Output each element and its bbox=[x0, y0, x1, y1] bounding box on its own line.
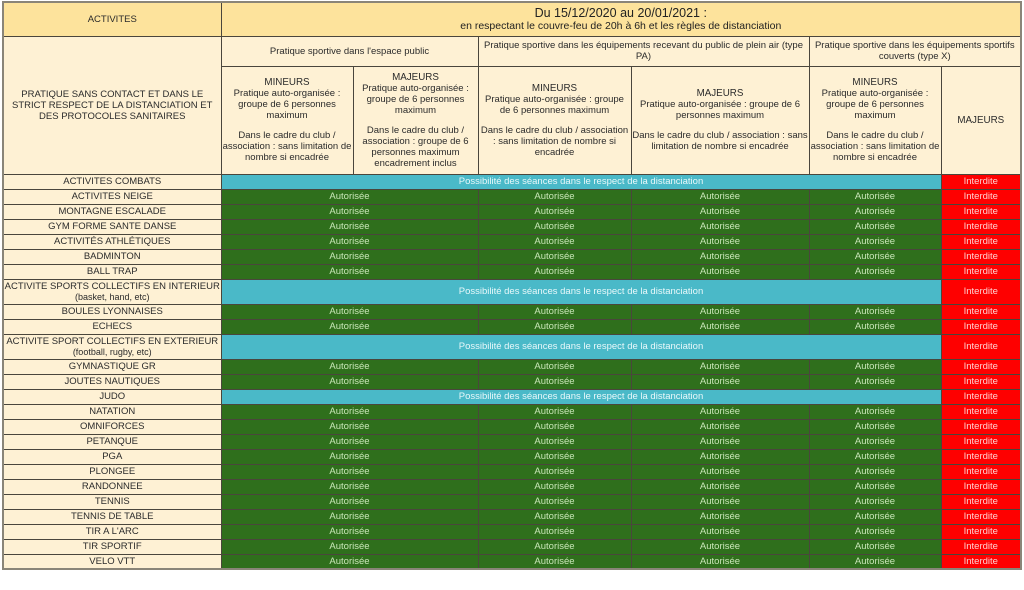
status-authorized-cell: Autorisée bbox=[631, 219, 809, 234]
subcolumn-line-club: Dans le cadre du club / association : sans limitation de nombre si encadrée bbox=[810, 130, 940, 163]
status-authorized-cell: Autorisée bbox=[221, 404, 478, 419]
status-forbidden-cell: Interdite bbox=[941, 334, 1021, 359]
subcolumn-header-mineurs bbox=[809, 66, 941, 174]
activity-name-cell bbox=[3, 524, 221, 539]
activity-name: VELO VTT bbox=[89, 555, 136, 567]
status-forbidden-cell: Interdite bbox=[941, 539, 1021, 554]
activity-name: BADMINTON bbox=[83, 251, 141, 262]
subcolumn-line-club: Dans le cadre du club / association : groupe de 6 personnes maximum encadrement inclus bbox=[362, 124, 469, 169]
status-distancing-cell: Possibilité des séances dans le respect de la distanciation bbox=[221, 334, 941, 359]
status-authorized-cell: Autorisée bbox=[809, 464, 941, 479]
status-authorized-cell: Autorisée bbox=[631, 479, 809, 494]
status-authorized-cell: Autorisée bbox=[809, 204, 941, 219]
activity-name: ACTIVITE SPORT COLLECTIFS EN EXTERIEUR bbox=[6, 335, 219, 347]
status-authorized-cell: Autorisée bbox=[631, 374, 809, 389]
subcolumn-header-mineurs bbox=[221, 66, 353, 174]
subcolumn-line-club: Dans le cadre du club / association : sans limitation de nombre si encadrée bbox=[222, 130, 352, 163]
status-authorized-cell: Autorisée bbox=[478, 464, 631, 479]
status-authorized-cell: Autorisée bbox=[221, 524, 478, 539]
status-forbidden-cell: Interdite bbox=[941, 464, 1021, 479]
activity-name: BALL TRAP bbox=[86, 266, 138, 277]
status-forbidden-cell: Interdite bbox=[941, 249, 1021, 264]
status-authorized-cell: Autorisée bbox=[221, 359, 478, 374]
activity-name-cell bbox=[3, 509, 221, 524]
activity-name-cell bbox=[3, 464, 221, 479]
status-authorized-cell: Autorisée bbox=[809, 419, 941, 434]
activity-name-cell bbox=[3, 539, 221, 554]
activity-name: ECHECS bbox=[92, 321, 133, 332]
activity-name: PETANQUE bbox=[86, 436, 139, 447]
status-authorized-cell: Autorisée bbox=[809, 524, 941, 539]
status-forbidden-cell: Interdite bbox=[941, 374, 1021, 389]
subcolumn-title: MINEURS bbox=[852, 77, 898, 88]
activity-row bbox=[3, 419, 1021, 434]
activity-name: MONTAGNE ESCALADE bbox=[58, 206, 166, 217]
status-authorized-cell: Autorisée bbox=[809, 374, 941, 389]
status-authorized-cell: Autorisée bbox=[631, 449, 809, 464]
status-authorized-cell: Autorisée bbox=[809, 359, 941, 374]
status-authorized-cell: Autorisée bbox=[809, 494, 941, 509]
status-authorized-cell: Autorisée bbox=[478, 524, 631, 539]
subcolumn-line-club: Dans le cadre du club / association : sans limitation de nombre si encadrée bbox=[480, 124, 629, 158]
group-header-outdoor-facilities bbox=[478, 36, 809, 66]
left-statement bbox=[3, 36, 221, 174]
activity-name-cell bbox=[3, 404, 221, 419]
status-authorized-cell: Autorisée bbox=[631, 494, 809, 509]
status-authorized-cell: Autorisée bbox=[478, 449, 631, 464]
status-forbidden-cell: Interdite bbox=[941, 554, 1021, 569]
status-authorized-cell: Autorisée bbox=[631, 204, 809, 219]
activity-row bbox=[3, 279, 1021, 304]
activites-header-label: ACTIVITES bbox=[87, 13, 137, 25]
status-distancing-cell: Possibilité des séances dans le respect de la distanciation bbox=[221, 389, 941, 404]
activity-name: ACTIVITES NEIGE bbox=[71, 191, 153, 202]
status-authorized-cell: Autorisée bbox=[809, 219, 941, 234]
status-authorized-cell: Autorisée bbox=[221, 479, 478, 494]
status-authorized-cell: Autorisée bbox=[631, 419, 809, 434]
status-authorized-cell: Autorisée bbox=[478, 404, 631, 419]
status-authorized-cell: Autorisée bbox=[221, 264, 478, 279]
status-authorized-cell: Autorisée bbox=[478, 374, 631, 389]
activity-name: TIR A L'ARC bbox=[85, 526, 139, 537]
activity-row bbox=[3, 494, 1021, 509]
status-authorized-cell: Autorisée bbox=[221, 234, 478, 249]
status-forbidden-cell: Interdite bbox=[941, 219, 1021, 234]
status-authorized-cell: Autorisée bbox=[221, 204, 478, 219]
status-forbidden-cell: Interdite bbox=[941, 234, 1021, 249]
status-authorized-cell: Autorisée bbox=[631, 404, 809, 419]
activity-row bbox=[3, 189, 1021, 204]
status-authorized-cell: Autorisée bbox=[631, 434, 809, 449]
status-authorized-cell: Autorisée bbox=[478, 304, 631, 319]
status-authorized-cell: Autorisée bbox=[631, 509, 809, 524]
activity-name-cell bbox=[3, 359, 221, 374]
activity-name: ACTIVITES COMBATS bbox=[63, 176, 162, 187]
status-authorized-cell: Autorisée bbox=[478, 434, 631, 449]
subcolumn-line-auto-organised: Pratique auto-organisée : groupe de 6 personnes maximum bbox=[485, 93, 624, 116]
period-title: Du 15/12/2020 au 20/01/2021 : bbox=[534, 5, 707, 20]
activity-name: GYM FORME SANTE DANSE bbox=[48, 221, 177, 232]
left-statement-text: PRATIQUE SANS CONTACT ET DANS LE STRICT RESPECT DE LA DISTANCIATION ET DES PROTOCOLES SANITAIRES bbox=[12, 88, 213, 122]
subcolumn-line-auto-organised: Pratique auto-organisée : groupe de 6 personnes maximum bbox=[362, 82, 469, 116]
status-authorized-cell: Autorisée bbox=[809, 434, 941, 449]
activity-name: JUDO bbox=[99, 391, 126, 402]
subcolumn-title: MAJEURS bbox=[696, 88, 744, 99]
status-authorized-cell: Autorisée bbox=[478, 264, 631, 279]
subcolumn-title: MAJEURS bbox=[957, 114, 1005, 126]
status-authorized-cell: Autorisée bbox=[478, 359, 631, 374]
activity-row bbox=[3, 539, 1021, 554]
status-forbidden-cell: Interdite bbox=[941, 524, 1021, 539]
activity-name-cell bbox=[3, 494, 221, 509]
status-authorized-cell: Autorisée bbox=[478, 204, 631, 219]
activites-header bbox=[3, 2, 221, 36]
activity-row bbox=[3, 509, 1021, 524]
status-forbidden-cell: Interdite bbox=[941, 449, 1021, 464]
group-header-label: Pratique sportive dans les équipements sportifs couverts (type X) bbox=[814, 40, 1015, 62]
status-authorized-cell: Autorisée bbox=[478, 479, 631, 494]
activity-name-cell bbox=[3, 334, 221, 359]
period-subtitle: en respectant le couvre-feu de 20h à 6h et les règles de distanciation bbox=[460, 19, 782, 32]
status-authorized-cell: Autorisée bbox=[221, 304, 478, 319]
status-authorized-cell: Autorisée bbox=[221, 419, 478, 434]
activity-name-cell bbox=[3, 304, 221, 319]
status-authorized-cell: Autorisée bbox=[221, 449, 478, 464]
activity-name-cell bbox=[3, 389, 221, 404]
status-authorized-cell: Autorisée bbox=[221, 509, 478, 524]
activity-name: PGA bbox=[102, 451, 123, 462]
activity-name-cell bbox=[3, 554, 221, 569]
status-authorized-cell: Autorisée bbox=[809, 264, 941, 279]
subcolumn-line-club: Dans le cadre du club / association : sans limitation de nombre si encadrée bbox=[632, 130, 808, 152]
activity-name-cell bbox=[3, 479, 221, 494]
activity-examples: (basket, hand, etc) bbox=[74, 291, 150, 302]
status-authorized-cell: Autorisée bbox=[809, 234, 941, 249]
status-authorized-cell: Autorisée bbox=[221, 249, 478, 264]
status-authorized-cell: Autorisée bbox=[478, 189, 631, 204]
activity-row bbox=[3, 174, 1021, 189]
activity-name: TIR SPORTIF bbox=[82, 541, 142, 552]
activity-name-cell bbox=[3, 249, 221, 264]
status-authorized-cell: Autorisée bbox=[221, 554, 478, 569]
activities-table bbox=[2, 1, 1022, 570]
status-authorized-cell: Autorisée bbox=[631, 249, 809, 264]
status-authorized-cell: Autorisée bbox=[478, 494, 631, 509]
activity-name-cell bbox=[3, 174, 221, 189]
group-header-indoor-facilities bbox=[809, 36, 1021, 66]
activity-name-cell bbox=[3, 449, 221, 464]
subcolumn-title: MINEURS bbox=[264, 77, 310, 88]
activity-row bbox=[3, 219, 1021, 234]
subcolumn-line-auto-organised: Pratique auto-organisée : groupe de 6 personnes maximum bbox=[233, 88, 341, 121]
status-forbidden-cell: Interdite bbox=[941, 479, 1021, 494]
status-forbidden-cell: Interdite bbox=[941, 509, 1021, 524]
activity-name: ACTIVITE SPORTS COLLECTIFS EN INTERIEUR bbox=[4, 280, 220, 292]
activity-name: TENNIS DE TABLE bbox=[70, 511, 154, 522]
group-header-label: Pratique sportive dans les équipements recevant du public de plein air (type PA) bbox=[484, 40, 803, 62]
activity-name: GYMNASTIQUE GR bbox=[68, 361, 156, 372]
status-forbidden-cell: Interdite bbox=[941, 264, 1021, 279]
status-forbidden-cell: Interdite bbox=[941, 359, 1021, 374]
activity-name: JOUTES NAUTIQUES bbox=[64, 376, 161, 387]
activity-row bbox=[3, 374, 1021, 389]
activity-examples: (football, rugby, etc) bbox=[72, 346, 152, 357]
activity-name: TENNIS bbox=[94, 496, 130, 507]
activity-name-cell bbox=[3, 279, 221, 304]
activity-name: RANDONNEE bbox=[81, 481, 143, 492]
status-authorized-cell: Autorisée bbox=[631, 264, 809, 279]
status-authorized-cell: Autorisée bbox=[809, 554, 941, 569]
activity-name-cell bbox=[3, 419, 221, 434]
activity-row bbox=[3, 304, 1021, 319]
subcolumn-line-auto-organised: Pratique auto-organisée : groupe de 6 personnes maximum bbox=[821, 88, 929, 121]
activity-row bbox=[3, 359, 1021, 374]
status-forbidden-cell: Interdite bbox=[941, 494, 1021, 509]
status-authorized-cell: Autorisée bbox=[631, 539, 809, 554]
activity-name: NATATION bbox=[89, 406, 136, 417]
status-forbidden-cell: Interdite bbox=[941, 304, 1021, 319]
activity-row bbox=[3, 449, 1021, 464]
activity-name: ACTIVITÉS ATHLÉTIQUES bbox=[54, 236, 171, 247]
status-authorized-cell: Autorisée bbox=[631, 554, 809, 569]
activity-row bbox=[3, 204, 1021, 219]
status-forbidden-cell: Interdite bbox=[941, 279, 1021, 304]
activity-row bbox=[3, 434, 1021, 449]
activity-row bbox=[3, 334, 1021, 359]
subcolumn-header-majeurs bbox=[941, 66, 1021, 174]
activity-row bbox=[3, 264, 1021, 279]
status-authorized-cell: Autorisée bbox=[478, 249, 631, 264]
subcolumn-line-auto-organised: Pratique auto-organisée : groupe de 6 personnes maximum bbox=[639, 99, 801, 121]
status-authorized-cell: Autorisée bbox=[221, 319, 478, 334]
status-forbidden-cell: Interdite bbox=[941, 389, 1021, 404]
group-header-public-space bbox=[221, 36, 478, 66]
activity-row bbox=[3, 479, 1021, 494]
subcolumn-header-majeurs bbox=[353, 66, 478, 174]
status-forbidden-cell: Interdite bbox=[941, 204, 1021, 219]
activity-row bbox=[3, 319, 1021, 334]
status-distancing-cell: Possibilité des séances dans le respect de la distanciation bbox=[221, 174, 941, 189]
activity-name: BOULES LYONNAISES bbox=[61, 306, 163, 317]
status-authorized-cell: Autorisée bbox=[478, 554, 631, 569]
activity-row bbox=[3, 404, 1021, 419]
status-authorized-cell: Autorisée bbox=[478, 234, 631, 249]
status-authorized-cell: Autorisée bbox=[809, 189, 941, 204]
status-forbidden-cell: Interdite bbox=[941, 319, 1021, 334]
status-authorized-cell: Autorisée bbox=[809, 304, 941, 319]
status-authorized-cell: Autorisée bbox=[478, 419, 631, 434]
status-authorized-cell: Autorisée bbox=[809, 479, 941, 494]
activity-row bbox=[3, 464, 1021, 479]
status-authorized-cell: Autorisée bbox=[631, 524, 809, 539]
activity-row bbox=[3, 234, 1021, 249]
status-authorized-cell: Autorisée bbox=[221, 374, 478, 389]
period-header bbox=[221, 2, 1021, 36]
activity-name-cell bbox=[3, 434, 221, 449]
status-authorized-cell: Autorisée bbox=[809, 249, 941, 264]
subcolumn-title: MINEURS bbox=[531, 82, 578, 94]
status-forbidden-cell: Interdite bbox=[941, 189, 1021, 204]
activity-name-cell bbox=[3, 219, 221, 234]
status-authorized-cell: Autorisée bbox=[478, 509, 631, 524]
subcolumn-header-majeurs bbox=[631, 66, 809, 174]
status-authorized-cell: Autorisée bbox=[221, 219, 478, 234]
status-authorized-cell: Autorisée bbox=[221, 539, 478, 554]
activity-row bbox=[3, 524, 1021, 539]
activity-row bbox=[3, 554, 1021, 569]
subcolumn-header-mineurs bbox=[478, 66, 631, 174]
status-authorized-cell: Autorisée bbox=[221, 434, 478, 449]
activity-name: OMNIFORCES bbox=[80, 421, 145, 432]
status-forbidden-cell: Interdite bbox=[941, 174, 1021, 189]
status-forbidden-cell: Interdite bbox=[941, 419, 1021, 434]
status-authorized-cell: Autorisée bbox=[221, 189, 478, 204]
status-forbidden-cell: Interdite bbox=[941, 404, 1021, 419]
status-authorized-cell: Autorisée bbox=[809, 404, 941, 419]
activity-row bbox=[3, 389, 1021, 404]
activity-name-cell bbox=[3, 319, 221, 334]
group-header-label: Pratique sportive dans l'espace public bbox=[269, 45, 430, 57]
status-authorized-cell: Autorisée bbox=[478, 539, 631, 554]
activity-name-cell bbox=[3, 234, 221, 249]
status-authorized-cell: Autorisée bbox=[631, 304, 809, 319]
status-authorized-cell: Autorisée bbox=[809, 539, 941, 554]
status-authorized-cell: Autorisée bbox=[631, 189, 809, 204]
status-authorized-cell: Autorisée bbox=[631, 234, 809, 249]
activity-row bbox=[3, 249, 1021, 264]
status-authorized-cell: Autorisée bbox=[631, 464, 809, 479]
status-authorized-cell: Autorisée bbox=[809, 509, 941, 524]
status-forbidden-cell: Interdite bbox=[941, 434, 1021, 449]
status-authorized-cell: Autorisée bbox=[221, 464, 478, 479]
activity-name-cell bbox=[3, 374, 221, 389]
status-authorized-cell: Autorisée bbox=[478, 319, 631, 334]
activity-name-cell bbox=[3, 264, 221, 279]
status-authorized-cell: Autorisée bbox=[809, 319, 941, 334]
status-authorized-cell: Autorisée bbox=[809, 449, 941, 464]
status-authorized-cell: Autorisée bbox=[221, 494, 478, 509]
activity-name-cell bbox=[3, 204, 221, 219]
status-authorized-cell: Autorisée bbox=[631, 359, 809, 374]
status-distancing-cell: Possibilité des séances dans le respect de la distanciation bbox=[221, 279, 941, 304]
status-authorized-cell: Autorisée bbox=[631, 319, 809, 334]
activity-name-cell bbox=[3, 189, 221, 204]
subcolumn-title: MAJEURS bbox=[392, 71, 439, 83]
activity-name: PLONGEE bbox=[89, 466, 136, 477]
status-authorized-cell: Autorisée bbox=[478, 219, 631, 234]
